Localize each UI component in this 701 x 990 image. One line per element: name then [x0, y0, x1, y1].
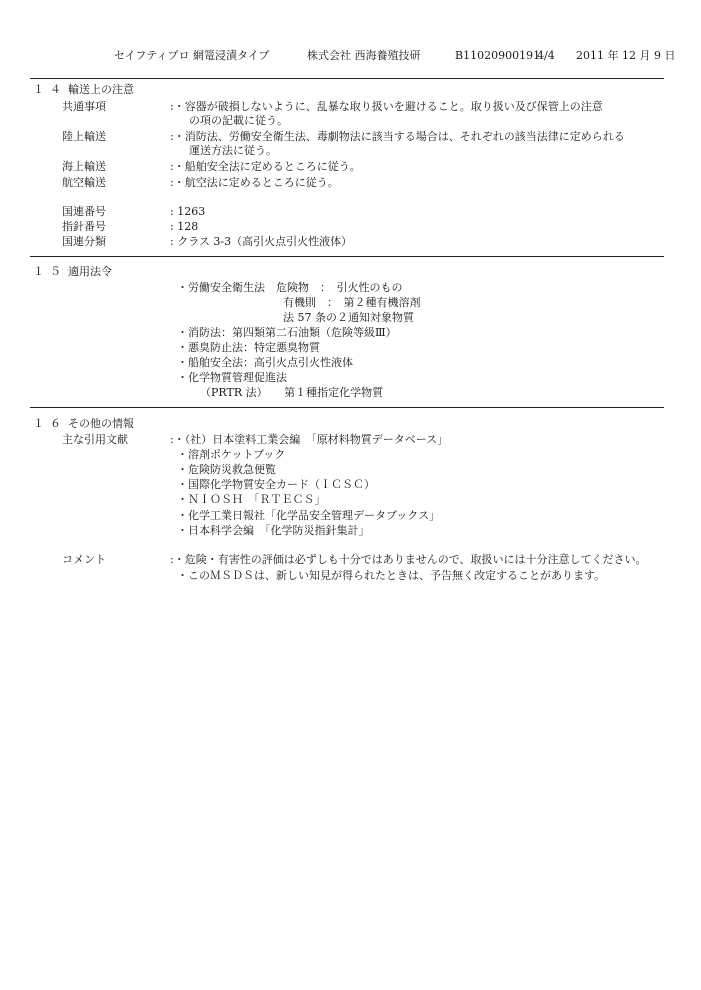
ref-item: ・ＮＩＯＳＨ 「ＲＴＥＣＳ」: [177, 493, 326, 506]
item-label: 陸上輸送: [62, 130, 106, 143]
law-item: ・労働安全衛生法 危険物 ： 引火性のもの: [177, 281, 403, 294]
header-date: 2011 年 12 月 9 日: [576, 49, 676, 62]
item-text: の項の記載に従う。: [189, 114, 288, 127]
section-rule: [30, 407, 664, 408]
header-page: 4/4: [537, 49, 555, 62]
item-text: 運送方法に従う。: [189, 144, 277, 157]
law-item: ・消防法：第四類第二石油類（危険等級Ⅲ）: [177, 326, 397, 339]
item-text: :・船舶安全法に定めるところに従う。: [170, 160, 361, 173]
law-item: ・悪臭防止法：特定悪臭物質: [177, 341, 320, 354]
section-number: １６: [33, 417, 67, 430]
ref-item: ・溶剤ポケットブック: [177, 448, 286, 461]
section-number: １４: [33, 83, 67, 96]
ref-item: ・日本科学会編 「化学防災指針集計」: [177, 524, 370, 537]
code-value: : 128: [170, 220, 199, 233]
header-product: セイフティプロ 網篭浸漬タイプ: [114, 49, 270, 62]
header-company: 株式会社 西海養殖技研: [307, 49, 421, 62]
item-label: 共通事項: [62, 100, 106, 113]
ref-item: ・化学工業日報社「化学品安全管理データブックス」: [177, 509, 441, 522]
law-item: ・化学物質管理促進法: [177, 371, 287, 384]
ref-item: ・国際化学物質安全カード（ＩＣＳＣ）: [177, 478, 375, 491]
section-title: 輸送上の注意: [68, 83, 134, 96]
ref-item: :・（社）日本塗料工業会編 「原材料物質データベース」: [170, 433, 449, 446]
code-value: : クラス 3-3（高引火点引火性液体）: [170, 235, 353, 248]
section-title: その他の情報: [68, 417, 134, 430]
law-item: （PRTR 法） 第１種指定化学物質: [200, 386, 384, 399]
refs-label: 主な引用文献: [62, 433, 128, 446]
item-text: :・容器が破損しないように、乱暴な取り扱いを避けること。取り扱い及び保管上の注意: [170, 100, 603, 113]
law-item: 有機則 ： 第２種有機溶剤: [283, 296, 421, 309]
section-number: １５: [33, 265, 67, 278]
item-text: :・消防法、労働安全衛生法、毒劇物法に該当する場合は、それぞれの該当法律に定められる: [170, 130, 625, 143]
code-value: : 1263: [170, 205, 206, 218]
item-text: :・航空法に定めるところに従う。: [170, 176, 339, 189]
law-item: ・船舶安全法：高引火点引火性液体: [177, 356, 353, 369]
header-doc-no: B11020900191: [455, 49, 541, 62]
comment-text: :・危険・有害性の評価は必ずしも十分ではありませんので、取扱いには十分注意してください。: [170, 553, 647, 566]
item-label: 海上輸送: [62, 160, 106, 173]
law-item: 法 57 条の２通知対象物質: [283, 311, 414, 324]
comment-label: コメント: [62, 553, 106, 566]
section-title: 適用法令: [68, 265, 112, 278]
ref-item: ・危険防災救急便覧: [177, 463, 276, 476]
header-rule: [30, 78, 664, 79]
code-label: 国連番号: [62, 205, 106, 218]
section-rule: [30, 256, 664, 257]
code-label: 指針番号: [62, 220, 106, 233]
item-label: 航空輸送: [62, 176, 106, 189]
comment-text: ・このＭＳＤＳは、新しい知見が得られたときは、予告無く改定することがあります。: [177, 569, 606, 582]
code-label: 国連分類: [62, 235, 106, 248]
